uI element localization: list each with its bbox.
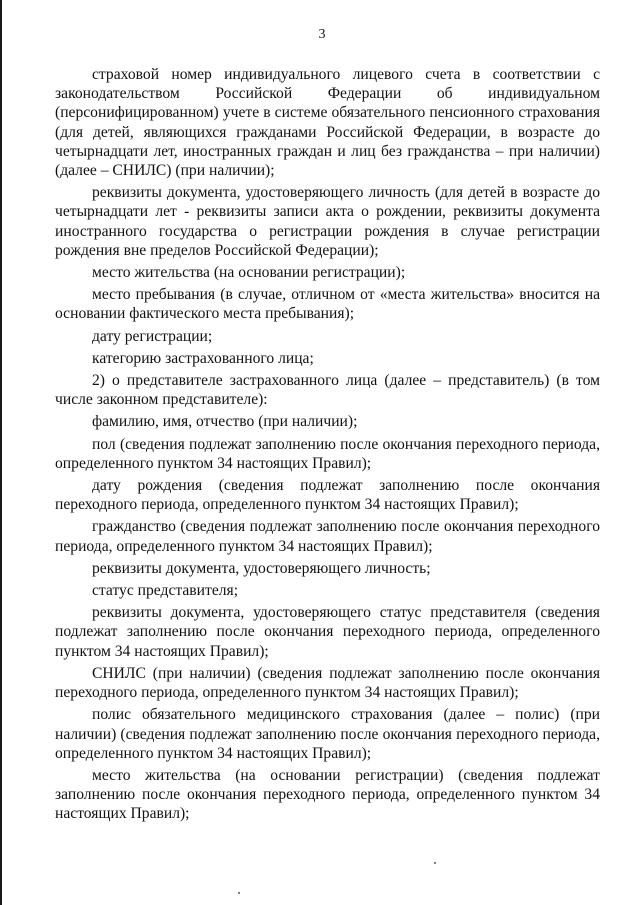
page-number: 3 <box>318 27 326 42</box>
paragraph-representative-heading: 2) о представителе застрахованного лица (далее – представитель) (в том числе законном представителе): <box>55 372 600 409</box>
paragraph-insured-category: категорию застрахованного лица; <box>92 349 314 367</box>
paragraph-full-name: фамилию, имя, отчество (при наличии); <box>92 413 358 431</box>
paragraph-residence: место жительства (на основании регистрации); <box>92 264 406 282</box>
paragraph-birth-date: дату рождения (сведения подлежат заполнению после окончания переходного периода, определенного пунктом 34 настоящих Правил); <box>55 477 600 514</box>
scan-speck <box>434 862 436 864</box>
paragraph-stay-place: место пребывания (в случае, отличном от «места жительства» вносится на основании фактического места пребывания); <box>55 286 600 323</box>
paragraph-sex: пол (сведения подлежат заполнению после окончания переходного периода, определенного пунктом 34 настоящих Правил); <box>55 435 600 472</box>
paragraph-citizenship: гражданство (сведения подлежат заполнению после окончания переходного периода, определенного пунктом 34 настоящих Правил); <box>55 518 600 555</box>
paragraph-snils-definition: страховой номер индивидуального лицевого счета в соответствии с законодательством Российской Федерации об индивидуальном (персонифицированном) учете в системе обязательного пенсионного страхования (для детей, являющихся гражданами Российской Федерации, в возрасте до четырнадцати лет, иностранных граждан и лиц без гражданства – при наличии) (далее – СНИЛС) (при наличии); <box>55 66 600 180</box>
scan-speck <box>238 892 240 894</box>
paragraph-rep-residence: место жительства (на основании регистрации) (сведения подлежат заполнению после окончания переходного периода, определенного пунктом 34 настоящих Правил); <box>55 766 600 823</box>
document-body <box>55 65 600 827</box>
paragraph-rep-status-document: реквизиты документа, удостоверяющего статус представителя (сведения подлежат заполнению после окончания переходного периода, определенного пунктом 34 настоящих Правил); <box>55 604 600 660</box>
paragraph-rep-policy: полис обязательного медицинского страхования (далее – полис) (при наличии) (сведения подлежат заполнению после окончания переходного периода, определенного пунктом 34 настоящих Правил); <box>55 706 600 762</box>
paragraph-rep-identity-document: реквизиты документа, удостоверяющего личность; <box>92 559 431 577</box>
paragraph-registration-date: дату регистрации; <box>92 327 213 345</box>
paragraph-rep-status: статус представителя; <box>92 582 239 600</box>
paragraph-identity-document: реквизиты документа, удостоверяющего личность (для детей в возрасте до четырнадцати лет - реквизиты записи акта о рождении, реквизиты документа иностранного государства о регистрации рождения в случае регистрации рождения вне пределов Российской Федерации); <box>55 184 600 259</box>
paragraph-rep-snils: СНИЛС (при наличии) (сведения подлежат заполнению после окончания переходного периода, определенного пунктом 34 настоящих Правил); <box>55 664 600 702</box>
